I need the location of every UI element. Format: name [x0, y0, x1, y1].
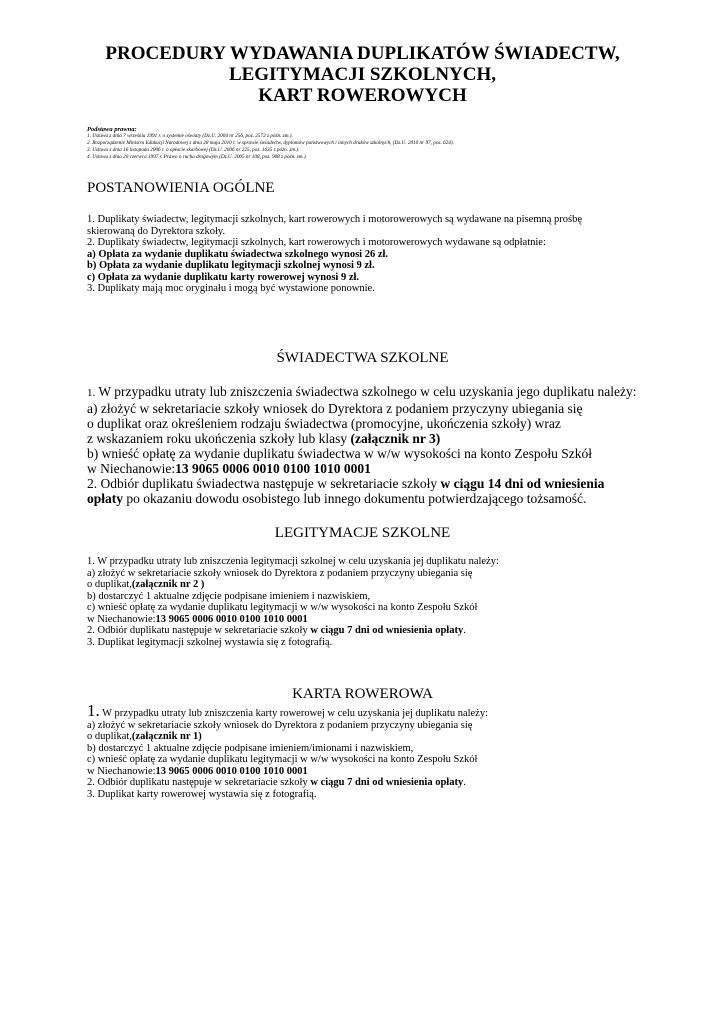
bank-account-number: 13 9065 0006 0010 0100 1010 0001	[155, 613, 308, 625]
paragraph-line: b) wnieść opłatę za wydanie duplikatu świadectwa w w/w wysokości na konto Zespołu Szkół	[87, 446, 593, 461]
paragraph-line: 3. Duplikaty mają moc oryginału i mogą być wystawione ponownie.	[87, 283, 375, 294]
line-text: o duplikat,	[87, 579, 132, 590]
legal-basis-item: 3. Ustawa z dnia 16 listopada 2006 r. o opłacie skarbowej (Dz.U. 2006 nr 225, poz. 1635 z późn. zm.).	[87, 147, 300, 153]
paragraph-line	[87, 384, 667, 401]
section-heading-general: POSTANOWIENIA OGÓLNE	[87, 180, 275, 196]
legal-basis-item: 4. Ustawa z dnia 20 czerwca 1997 r. Prawo o ruchu drogowym (Dz.U. 2005 nr 108, poz. 908 z późn. zm.).	[87, 154, 307, 160]
line-text: o duplikat,	[87, 731, 132, 742]
paragraph-line	[87, 476, 667, 491]
line-text: 2. Odbiór duplikatu następuje w sekretariacie szkoły	[87, 625, 311, 636]
deadline-text: opłaty	[87, 491, 124, 506]
paragraph-line	[87, 461, 667, 476]
fee-item: b) Opłata za wydanie duplikatu legitymacji szkolnej wynosi 9 zł.	[87, 260, 375, 271]
line-text: .	[463, 777, 466, 788]
paragraph-line: 1. Duplikaty świadectw, legitymacji szkolnych, kart rowerowych i motorowerowych są wydawane na pisemną prośbę	[87, 214, 583, 225]
attachment-ref: (załącznik nr 1)	[131, 731, 202, 742]
line-text: 2. Odbiór duplikatu następuje w sekretariacie szkoły	[87, 777, 311, 788]
paragraph-line: 3. Duplikat karty rowerowej wystawia się z fotografią.	[87, 788, 317, 800]
legal-basis-item: 2. Rozporządzenie Ministra Edukacji Narodowej z dnia 28 maja 2010 r. w sprawie świadectw, dyplomów państwowych i innych druków szkolnych, (Dz.U. 2010 nr 97, poz. 624).	[87, 140, 454, 146]
paragraph-line	[87, 614, 667, 626]
paragraph-line	[87, 731, 667, 743]
line-text: 2. Odbiór duplikatu świadectwa następuje w sekretariacie szkoły	[87, 476, 441, 491]
deadline-text: w ciągu 7 dni od wniesienia opłaty	[310, 625, 464, 636]
item-number: 1.	[87, 701, 100, 720]
deadline-text: w ciągu 7 dni od wniesienia opłaty	[310, 777, 464, 788]
paragraph-line	[87, 491, 667, 506]
attachment-ref: (załącznik nr 3)	[350, 431, 441, 446]
certificates-section	[87, 384, 667, 506]
legal-basis	[87, 126, 647, 161]
bank-account-number: 13 9065 0006 0010 0100 1010 0001	[155, 765, 308, 777]
paragraph-line	[87, 579, 667, 591]
line-text: w Niechanowie:	[87, 613, 156, 625]
bank-account-number: 13 9065 0006 0010 0100 1010 0001	[175, 461, 371, 476]
bike-card-section	[87, 701, 667, 800]
line-text: w Niechanowie:	[87, 461, 176, 476]
attachment-ref: (załącznik nr 2 )	[131, 579, 205, 590]
line-text: .	[463, 625, 466, 636]
title-line-1: PROCEDURY WYDAWANIA DUPLIKATÓW ŚWIADECTW,	[105, 43, 620, 64]
paragraph-line	[87, 701, 667, 720]
paragraph-line: 1. W przypadku utraty lub zniszczenia legitymacji szkolnej w celu uzyskania jej duplikatu należy:	[87, 556, 499, 567]
fee-item: a) Opłata za wydanie duplikatu świadectwa szkolnego wynosi 26 zł.	[87, 248, 389, 260]
paragraph-line: 3. Duplikat legitymacji szkolnej wystawia się z fotografią.	[87, 636, 333, 648]
item-number: 1.	[87, 387, 96, 399]
line-text: w Niechanowie:	[87, 765, 156, 777]
title-line-2: LEGITYMACJI SZKOLNYCH,	[228, 64, 497, 85]
line-text: po okazaniu dowodu osobistego lub innego dokumentu potwierdzającego tożsamość.	[123, 491, 587, 506]
section-heading-bike-card: KARTA ROWEROWA	[292, 686, 433, 702]
section-heading-id-cards: LEGITYMACJE SZKOLNE	[274, 525, 451, 541]
legal-basis-item: 1. Ustawa z dnia 7 września 1991 r. o systemie oświaty (Dz.U. 2004 nr 256, poz. 2572 z późn. zm.).	[87, 133, 293, 139]
paragraph-line: a) złożyć w sekretariacie szkoły wniosek do Dyrektora z podaniem przyczyny ubiegania się	[87, 567, 473, 579]
paragraph-line: a) złożyć w sekretariacie szkoły wniosek do Dyrektora z podaniem przyczyny ubiegania się	[87, 401, 583, 416]
line-text: W przypadku utraty lub zniszczenia świadectwa szkolnego w celu uzyskania jego duplikatu należy:	[95, 384, 637, 399]
paragraph-line: skierowaną do Dyrektora szkoły.	[87, 225, 226, 237]
paragraph-line	[87, 766, 667, 778]
paragraph-line	[87, 777, 667, 789]
paragraph-line	[87, 625, 667, 637]
paragraph-line: c) wnieść opłatę za wydanie duplikatu legitymacji w w/w wysokości na konto Zespołu Szkół	[87, 754, 478, 765]
section-heading-certificates: ŚWIADECTWA SZKOLNE	[276, 350, 449, 366]
paragraph-line	[87, 431, 667, 446]
paragraph-line: b) dostarczyć 1 aktualne zdjęcie podpisane imieniem i nazwiskiem,	[87, 590, 371, 602]
id-cards-section	[87, 556, 667, 648]
paragraph-line: o duplikat oraz określeniem rodzaju świadectwa (promocyjne, ukończenia szkoły) wraz	[87, 416, 561, 431]
paragraph-line: c) wnieść opłatę za wydanie duplikatu legitymacji w w/w wysokości na konto Zespołu Szkół	[87, 602, 478, 613]
fee-item: c) Opłata za wydanie duplikatu karty rowerowej wynosi 9 zł.	[87, 271, 360, 283]
title-line-3: KART ROWEROWYCH	[258, 85, 467, 106]
general-provisions	[87, 214, 667, 295]
line-text: z wskazaniem roku ukończenia szkoły lub klasy	[87, 431, 351, 446]
paragraph-line: 2. Duplikaty świadectw, legitymacji szkolnych, kart rowerowych i motorowerowych wydawane są odpłatnie:	[87, 237, 546, 248]
paragraph-line: a) złożyć w sekretariacie szkoły wniosek do Dyrektora z podaniem przyczyny ubiegania się	[87, 719, 473, 731]
deadline-text: w ciągu 14 dni od wniesienia	[440, 476, 605, 491]
legal-basis-heading: Podstawa prawna:	[87, 126, 137, 133]
line-text: W przypadku utraty lub zniszczenia karty rowerowej w celu uzyskania jej duplikatu należy:	[99, 708, 489, 719]
paragraph-line: b) dostarczyć 1 aktualne zdjęcie podpisane imieniem/imionami i nazwiskiem,	[87, 742, 414, 754]
document-title	[60, 43, 665, 106]
